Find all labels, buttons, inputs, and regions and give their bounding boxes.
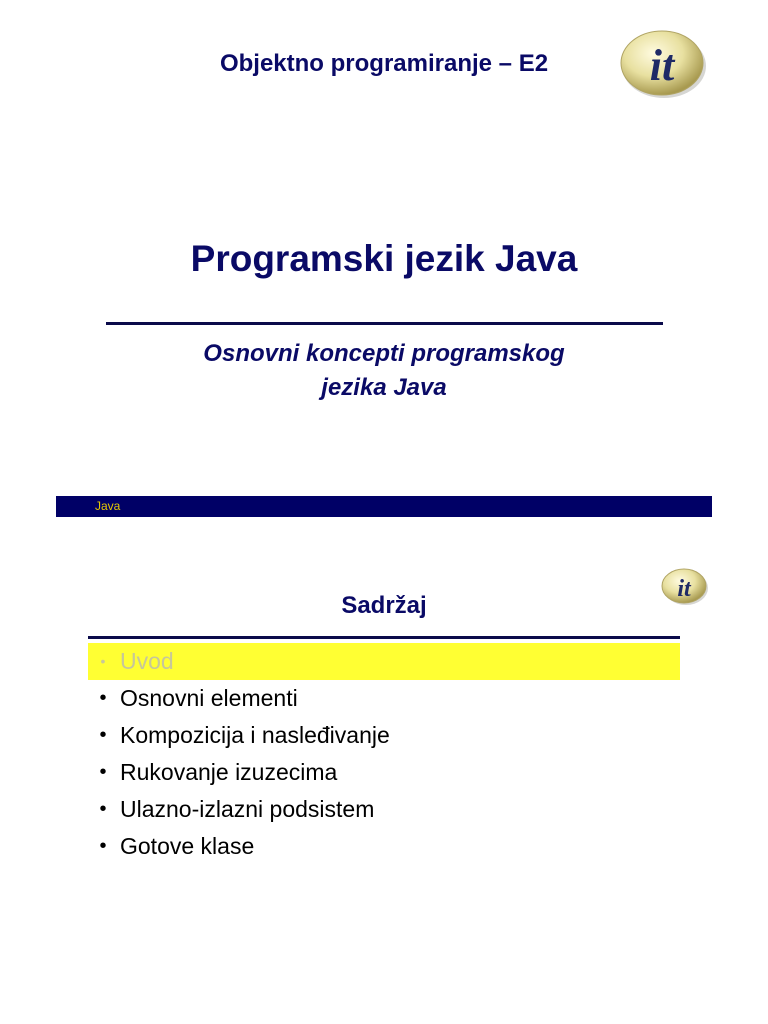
- svg-text:it: it: [677, 576, 691, 602]
- toc-item-ulazno-izlazni[interactable]: [88, 791, 680, 828]
- bullet-icon: •: [99, 798, 107, 820]
- toc-list: [88, 643, 680, 865]
- toc-item-label: Uvod: [120, 648, 174, 674]
- subtitle-line-1: Osnovni koncepti programskog: [203, 340, 565, 367]
- svg-text:it: it: [649, 41, 675, 90]
- toc-item-label: Rukovanje izuzecima: [120, 759, 338, 785]
- toc-item-rukovanje-izuzecima[interactable]: [88, 754, 680, 791]
- toc-heading: Sadržaj: [341, 592, 427, 619]
- slide-footer-bar: [56, 496, 712, 517]
- toc-item-label: Kompozicija i nasleđivanje: [120, 722, 390, 748]
- toc-item-kompozicija[interactable]: [88, 717, 680, 754]
- toc-item-label: Osnovni elementi: [120, 685, 298, 711]
- course-title: Objektno programiranje – E2: [219, 50, 549, 77]
- toc-item-osnovni-elementi[interactable]: [88, 680, 680, 717]
- toc-item-uvod[interactable]: [88, 643, 680, 680]
- footer-label: Java: [95, 499, 121, 513]
- toc-divider: [88, 636, 680, 639]
- bullet-icon: •: [99, 687, 107, 709]
- title-divider: [106, 322, 663, 325]
- bullet-icon: •: [99, 724, 107, 746]
- it-logo-icon: [620, 28, 708, 100]
- toc-item-gotove-klase[interactable]: [88, 828, 680, 865]
- bullet-icon: •: [99, 761, 107, 783]
- bullet-icon: •: [100, 653, 106, 669]
- toc-item-label: Gotove klase: [120, 833, 255, 859]
- subtitle-line-2: jezika Java: [321, 374, 447, 401]
- toc-item-label: Ulazno-izlazni podsistem: [120, 796, 375, 822]
- main-title: Programski jezik Java: [190, 238, 578, 279]
- bullet-icon: •: [99, 835, 107, 857]
- subtitle: [0, 337, 768, 405]
